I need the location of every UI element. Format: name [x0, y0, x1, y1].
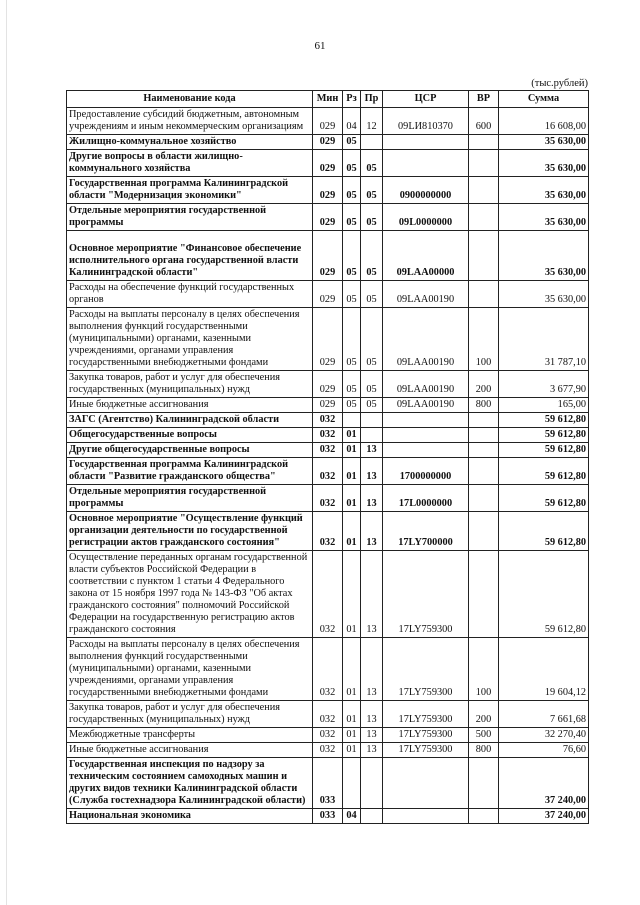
row-csr-cell: 17LY759300 — [383, 728, 469, 743]
row-sum-cell: 165,00 — [499, 398, 589, 413]
row-vr-cell: 200 — [469, 371, 499, 398]
header-sum: Сумма — [499, 91, 589, 108]
row-min-cell: 032 — [313, 512, 343, 551]
table-row — [67, 551, 589, 638]
row-csr-cell — [383, 428, 469, 443]
budget-table — [66, 90, 589, 824]
row-vr-cell — [469, 758, 499, 809]
row-sum-cell: 35 630,00 — [499, 135, 589, 150]
row-min-cell: 029 — [313, 308, 343, 371]
table-row — [67, 135, 589, 150]
row-pr-cell: 12 — [361, 108, 383, 135]
table-row — [67, 281, 589, 308]
row-min-cell: 032 — [313, 458, 343, 485]
row-name-cell: Расходы на обеспечение функций государственных органов — [67, 281, 313, 308]
units-label: (тыс.рублей) — [531, 78, 588, 89]
row-min-cell: 029 — [313, 371, 343, 398]
row-rz-cell: 01 — [343, 512, 361, 551]
row-rz-cell: 01 — [343, 638, 361, 701]
row-min-cell: 032 — [313, 443, 343, 458]
row-min-cell: 033 — [313, 809, 343, 824]
row-pr-cell: 05 — [361, 281, 383, 308]
table-row — [67, 512, 589, 551]
row-min-cell: 032 — [313, 728, 343, 743]
row-name-cell: Основное мероприятие "Финансовое обеспечение исполнительного органа государственной власти Калининградской области" — [67, 231, 313, 281]
row-csr-cell: 09LИ810370 — [383, 108, 469, 135]
row-rz-cell — [343, 413, 361, 428]
row-name-cell: Предоставление субсидий бюджетным, автономным учреждениям и иным некоммерческим организациям — [67, 108, 313, 135]
header-pr: Пр — [361, 91, 383, 108]
row-csr-cell: 09LAA00190 — [383, 371, 469, 398]
row-csr-cell: 09LAA00190 — [383, 281, 469, 308]
row-name-cell: Основное мероприятие "Осуществление функций организации деятельности по государственной регистрации актов гражданского состояния" — [67, 512, 313, 551]
table-row — [67, 177, 589, 204]
row-sum-cell: 35 630,00 — [499, 281, 589, 308]
row-rz-cell: 01 — [343, 428, 361, 443]
header-vr: ВР — [469, 91, 499, 108]
row-sum-cell: 59 612,80 — [499, 551, 589, 638]
row-csr-cell — [383, 135, 469, 150]
row-pr-cell: 13 — [361, 638, 383, 701]
row-csr-cell: 17LY759300 — [383, 743, 469, 758]
row-csr-cell: 17L0000000 — [383, 485, 469, 512]
row-vr-cell — [469, 281, 499, 308]
table-row — [67, 701, 589, 728]
row-sum-cell: 16 608,00 — [499, 108, 589, 135]
row-sum-cell: 37 240,00 — [499, 809, 589, 824]
row-sum-cell: 37 240,00 — [499, 758, 589, 809]
row-name-cell: Иные бюджетные ассигнования — [67, 743, 313, 758]
row-pr-cell: 05 — [361, 308, 383, 371]
row-vr-cell: 200 — [469, 701, 499, 728]
row-min-cell: 032 — [313, 485, 343, 512]
row-name-cell: Другие общегосударственные вопросы — [67, 443, 313, 458]
row-csr-cell: 0900000000 — [383, 177, 469, 204]
row-min-cell: 029 — [313, 108, 343, 135]
row-sum-cell: 59 612,80 — [499, 512, 589, 551]
row-min-cell: 032 — [313, 428, 343, 443]
row-csr-cell — [383, 150, 469, 177]
row-name-cell: Государственная программа Калининградской области "Модернизация экономики" — [67, 177, 313, 204]
row-pr-cell: 13 — [361, 443, 383, 458]
row-pr-cell — [361, 135, 383, 150]
row-csr-cell: 09L0000000 — [383, 204, 469, 231]
row-vr-cell — [469, 204, 499, 231]
table-row — [67, 371, 589, 398]
row-pr-cell — [361, 758, 383, 809]
row-min-cell: 029 — [313, 204, 343, 231]
row-rz-cell: 05 — [343, 281, 361, 308]
row-rz-cell: 01 — [343, 458, 361, 485]
row-sum-cell: 32 270,40 — [499, 728, 589, 743]
row-csr-cell: 1700000000 — [383, 458, 469, 485]
row-name-cell: Жилищно-коммунальное хозяйство — [67, 135, 313, 150]
row-sum-cell: 31 787,10 — [499, 308, 589, 371]
row-rz-cell: 01 — [343, 485, 361, 512]
row-min-cell: 032 — [313, 413, 343, 428]
row-csr-cell: 17LY759300 — [383, 551, 469, 638]
row-name-cell: Национальная экономика — [67, 809, 313, 824]
table-row — [67, 743, 589, 758]
row-rz-cell: 01 — [343, 728, 361, 743]
row-csr-cell: 09LAA00190 — [383, 398, 469, 413]
row-rz-cell: 01 — [343, 701, 361, 728]
row-min-cell: 032 — [313, 638, 343, 701]
row-pr-cell: 05 — [361, 398, 383, 413]
row-pr-cell: 13 — [361, 743, 383, 758]
row-pr-cell: 05 — [361, 177, 383, 204]
row-sum-cell: 3 677,90 — [499, 371, 589, 398]
row-vr-cell — [469, 150, 499, 177]
row-pr-cell: 13 — [361, 728, 383, 743]
row-pr-cell: 13 — [361, 458, 383, 485]
row-vr-cell — [469, 485, 499, 512]
table-header-row — [67, 91, 589, 108]
row-rz-cell: 05 — [343, 398, 361, 413]
table-row — [67, 413, 589, 428]
row-min-cell: 032 — [313, 743, 343, 758]
row-rz-cell: 04 — [343, 809, 361, 824]
row-name-cell: Государственная программа Калининградской области "Развитие гражданского общества" — [67, 458, 313, 485]
table-row — [67, 458, 589, 485]
row-vr-cell: 800 — [469, 398, 499, 413]
row-pr-cell: 13 — [361, 512, 383, 551]
table-row — [67, 231, 589, 281]
table-row — [67, 809, 589, 824]
row-sum-cell: 59 612,80 — [499, 485, 589, 512]
row-vr-cell — [469, 551, 499, 638]
header-csr: ЦСР — [383, 91, 469, 108]
row-min-cell: 029 — [313, 231, 343, 281]
row-vr-cell — [469, 512, 499, 551]
row-csr-cell: 09LAA00190 — [383, 308, 469, 371]
row-sum-cell: 35 630,00 — [499, 150, 589, 177]
row-sum-cell: 35 630,00 — [499, 231, 589, 281]
row-min-cell: 032 — [313, 701, 343, 728]
row-vr-cell — [469, 413, 499, 428]
row-csr-cell: 17LY759300 — [383, 638, 469, 701]
row-pr-cell: 05 — [361, 371, 383, 398]
row-name-cell: Отдельные мероприятия государственной программы — [67, 204, 313, 231]
row-rz-cell: 01 — [343, 743, 361, 758]
row-name-cell: Закупка товаров, работ и услуг для обеспечения государственных (муниципальных) нужд — [67, 371, 313, 398]
row-name-cell: Государственная инспекция по надзору за техническим состоянием самоходных машин и других видов техники Калининградской области (Служба гостехнадзора Калининградской области) — [67, 758, 313, 809]
table-row — [67, 728, 589, 743]
row-sum-cell: 59 612,80 — [499, 428, 589, 443]
row-sum-cell: 59 612,80 — [499, 443, 589, 458]
row-pr-cell: 05 — [361, 150, 383, 177]
row-vr-cell — [469, 458, 499, 485]
row-sum-cell: 19 604,12 — [499, 638, 589, 701]
row-name-cell: Другие вопросы в области жилищно-коммунального хозяйства — [67, 150, 313, 177]
row-sum-cell: 76,60 — [499, 743, 589, 758]
row-rz-cell: 05 — [343, 308, 361, 371]
row-csr-cell — [383, 413, 469, 428]
row-rz-cell — [343, 758, 361, 809]
row-csr-cell: 09LAA00000 — [383, 231, 469, 281]
table-row — [67, 108, 589, 135]
row-pr-cell: 13 — [361, 701, 383, 728]
row-vr-cell — [469, 809, 499, 824]
row-sum-cell: 35 630,00 — [499, 177, 589, 204]
row-sum-cell: 59 612,80 — [499, 458, 589, 485]
row-name-cell: Межбюджетные трансферты — [67, 728, 313, 743]
row-vr-cell — [469, 231, 499, 281]
row-rz-cell: 01 — [343, 443, 361, 458]
header-name: Наименование кода — [67, 91, 313, 108]
row-name-cell: ЗАГС (Агентство) Калининградской области — [67, 413, 313, 428]
row-rz-cell: 05 — [343, 371, 361, 398]
row-vr-cell — [469, 428, 499, 443]
row-min-cell: 029 — [313, 398, 343, 413]
table-body — [67, 108, 589, 824]
table-row — [67, 204, 589, 231]
table-row — [67, 398, 589, 413]
row-min-cell: 029 — [313, 177, 343, 204]
row-vr-cell — [469, 135, 499, 150]
row-min-cell: 029 — [313, 150, 343, 177]
row-name-cell: Иные бюджетные ассигнования — [67, 398, 313, 413]
row-name-cell: Расходы на выплаты персоналу в целях обеспечения выполнения функций государственными (муниципальными) органами, казенными учреждениями, органами управления государственными внебюджетными фондами — [67, 638, 313, 701]
header-min: Мин — [313, 91, 343, 108]
row-name-cell: Расходы на выплаты персоналу в целях обеспечения выполнения функций государственными (муниципальными) органами, казенными учреждениями, органами управления государственными внебюджетными фондами — [67, 308, 313, 371]
page-edge-shadow — [6, 0, 7, 905]
row-rz-cell: 05 — [343, 231, 361, 281]
row-rz-cell: 05 — [343, 177, 361, 204]
row-pr-cell: 05 — [361, 231, 383, 281]
row-rz-cell: 04 — [343, 108, 361, 135]
row-pr-cell: 13 — [361, 485, 383, 512]
row-vr-cell: 500 — [469, 728, 499, 743]
row-vr-cell: 600 — [469, 108, 499, 135]
row-min-cell: 029 — [313, 135, 343, 150]
row-pr-cell — [361, 809, 383, 824]
row-vr-cell: 100 — [469, 308, 499, 371]
row-vr-cell — [469, 177, 499, 204]
row-pr-cell — [361, 428, 383, 443]
row-pr-cell: 05 — [361, 204, 383, 231]
row-sum-cell: 59 612,80 — [499, 413, 589, 428]
table-row — [67, 443, 589, 458]
row-csr-cell — [383, 758, 469, 809]
row-csr-cell: 17LY759300 — [383, 701, 469, 728]
table-row — [67, 638, 589, 701]
row-name-cell: Закупка товаров, работ и услуг для обеспечения государственных (муниципальных) нужд — [67, 701, 313, 728]
table-row — [67, 758, 589, 809]
row-rz-cell: 05 — [343, 204, 361, 231]
row-name-cell: Осуществление переданных органам государственной власти субъектов Российской Федерации в соответствии с пунктом 1 статьи 4 Федерального закона от 15 ноября 1997 года № 143-ФЗ "Об актах гражданского состояния" полномочий Российской Федерации на государственную регистрацию актов гражданского состояния — [67, 551, 313, 638]
row-csr-cell — [383, 443, 469, 458]
row-name-cell: Отдельные мероприятия государственной программы — [67, 485, 313, 512]
row-min-cell: 029 — [313, 281, 343, 308]
table-row — [67, 308, 589, 371]
row-name-cell: Общегосударственные вопросы — [67, 428, 313, 443]
row-min-cell: 032 — [313, 551, 343, 638]
table-row — [67, 428, 589, 443]
table-row — [67, 485, 589, 512]
row-rz-cell: 05 — [343, 135, 361, 150]
row-pr-cell — [361, 413, 383, 428]
row-csr-cell — [383, 809, 469, 824]
row-vr-cell — [469, 443, 499, 458]
row-rz-cell: 01 — [343, 551, 361, 638]
row-csr-cell: 17LY700000 — [383, 512, 469, 551]
row-vr-cell: 100 — [469, 638, 499, 701]
row-vr-cell: 800 — [469, 743, 499, 758]
table-row — [67, 150, 589, 177]
row-min-cell: 033 — [313, 758, 343, 809]
row-rz-cell: 05 — [343, 150, 361, 177]
page-number: 61 — [314, 40, 326, 52]
row-sum-cell: 7 661,68 — [499, 701, 589, 728]
row-sum-cell: 35 630,00 — [499, 204, 589, 231]
header-rz: Рз — [343, 91, 361, 108]
row-pr-cell: 13 — [361, 551, 383, 638]
